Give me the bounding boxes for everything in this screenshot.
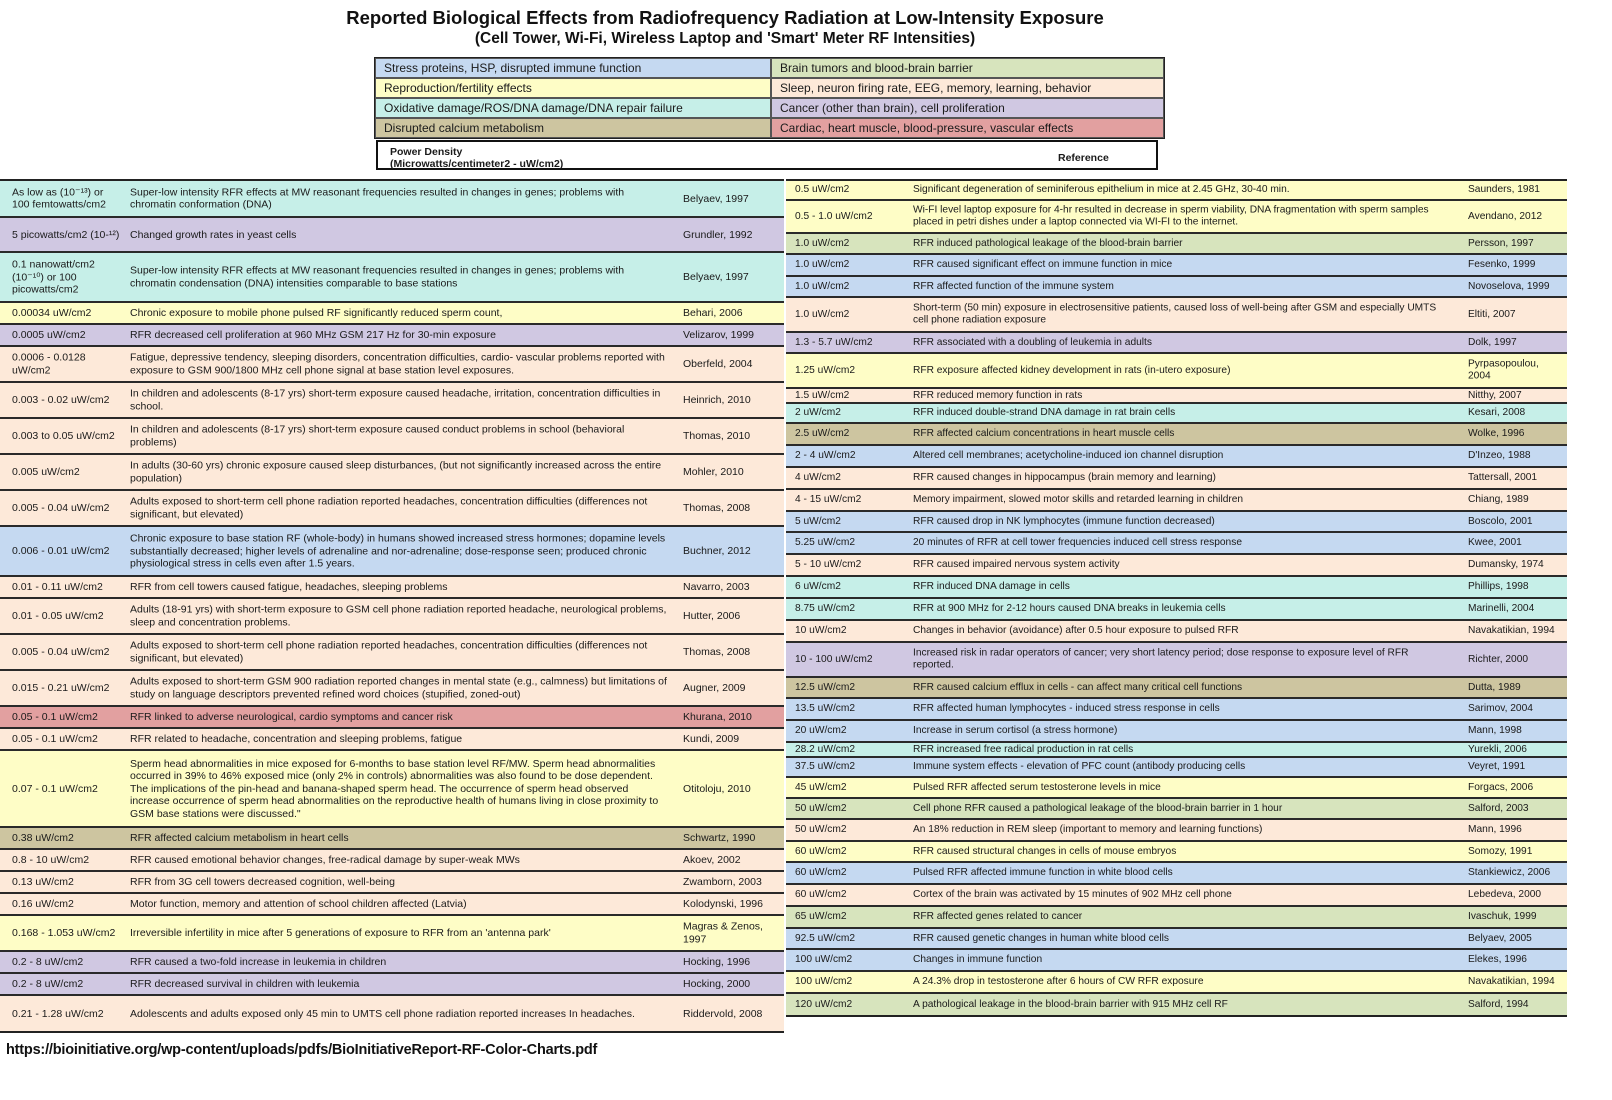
reference: Hocking, 1996 [683,955,751,968]
table-row [0,974,784,996]
table-row [0,253,784,303]
effect-description: Adults exposed to short-term cell phone radiation reported headaches, concentration difficulties (differences not significant, but elevated) [130,639,648,664]
legend-item: Disrupted calcium metabolism [375,118,771,138]
table-row [786,972,1567,994]
reference: Navakatikian, 1994 [1468,975,1555,987]
table-row [0,894,784,916]
table-row [0,325,784,347]
effect-description: Increase in serum cortisol (a stress hormone) [913,724,1118,736]
reference: Stankiewicz, 2006 [1468,866,1551,878]
effect-description: In children and adolescents (8-17 yrs) short-term exposure caused headache, irritation, concentration difficulties in school. [130,387,661,412]
effect-description: 20 minutes of RFR at cell tower frequencies induced cell stress response [913,536,1242,548]
table-row [786,389,1567,404]
table-row [786,678,1567,699]
effect-description: RFR from 3G cell towers decreased cognition, well-being [130,875,395,888]
power-density: 0.003 - 0.02 uW/cm2 [12,393,110,406]
reference: Otitoloju, 2010 [683,782,751,795]
table-row [786,778,1567,799]
power-density: 60 uW/cm2 [795,866,847,878]
effect-description: Adults (18-91 yrs) with short-term exposure to GSM cell phone radiation reported headache, neurological problems, sleep and concentration problems. [130,603,667,628]
effect-description: Cell phone RFR caused a pathological leakage of the blood-brain barrier in 1 hour [913,802,1283,814]
reference: Hocking, 2000 [683,977,751,990]
effect-description: Short-term (50 min) exposure in electrosensitive patients, caused loss of well-being after GSM and especially UMTS cell phone radiation exposure [913,302,1437,326]
effect-description: RFR affected human lymphocytes - induced stress response in cells [913,702,1220,714]
power-density: 0.00034 uW/cm2 [12,306,92,319]
reference: Saunders, 1981 [1468,183,1540,195]
power-density: 0.01 - 0.05 uW/cm2 [12,609,104,622]
power-density: 0.8 - 10 uW/cm2 [12,853,90,866]
reference: Chiang, 1989 [1468,493,1529,505]
table-row [0,577,784,599]
power-density: 2 - 4 uW/cm2 [795,449,856,461]
power-density: 0.005 - 0.04 uW/cm2 [12,501,110,514]
source-url[interactable]: https://bioinitiative.org/wp-content/uploads/pdfs/BioInitiativeReport-RF-Color-Charts.pdf [6,1042,598,1058]
reference: Kesari, 2008 [1468,406,1526,418]
power-density: 1.0 uW/cm2 [795,258,850,270]
reference: Belyaev, 1997 [683,192,749,205]
power-density: As low as (10⁻¹³) or 100 femtowatts/cm2 [12,186,106,211]
power-density: 5 - 10 uW/cm2 [795,558,862,570]
effect-description: Super-low intensity RFR effects at MW reasonant frequencies resulted in changes in genes; problems with chromatin conformation (DNA) [130,186,625,211]
power-density: 0.003 to 0.05 uW/cm2 [12,429,115,442]
effect-description: Cortex of the brain was activated by 15 minutes of 902 MHz cell phone [913,888,1232,900]
reference: Sarimov, 2004 [1468,702,1533,714]
legend-item: Oxidative damage/ROS/DNA damage/DNA repair failure [375,98,771,118]
power-density: 60 uW/cm2 [795,888,847,900]
effect-description: Adults exposed to short-term cell phone radiation reported headaches, concentration difficulties (differences not significant, but elevated) [130,495,648,520]
power-density: 1.5 uW/cm2 [795,389,850,401]
table-row [0,303,784,325]
effect-description: RFR affected function of the immune system [913,280,1114,292]
power-density: 0.015 - 0.21 uW/cm2 [12,681,110,694]
reference: Belyaev, 1997 [683,270,749,283]
reference: Persson, 1997 [1468,237,1534,249]
effect-description: Changed growth rates in yeast cells [130,228,297,241]
reference: Thomas, 2010 [683,429,751,442]
effect-description: Increased risk in radar operators of cancer; very short latency period; dose response to exposure level of RFR reported. [913,647,1409,671]
reference: Yurekli, 2006 [1468,743,1527,755]
table-row [0,527,784,577]
table-row [786,490,1567,512]
table-row [0,347,784,383]
table-row [0,599,784,635]
table-row [786,277,1567,298]
left-effects-table [0,179,784,1033]
reference: Riddervold, 2008 [683,1007,763,1020]
reference: Schwartz, 1990 [683,831,756,844]
legend-item: Brain tumors and blood-brain barrier [771,58,1164,78]
power-density: 0.38 uW/cm2 [12,831,74,844]
power-density: 12.5 uW/cm2 [795,681,856,693]
effect-description: RFR caused structural changes in cells of mouse embryos [913,845,1177,857]
table-row [786,255,1567,277]
power-density: 0.05 - 0.1 uW/cm2 [12,732,98,745]
effect-description: RFR caused impaired nervous system activity [913,558,1120,570]
effect-description: Changes in behavior (avoidance) after 0.5 hour exposure to pulsed RFR [913,624,1239,636]
reference: Dumansky, 1974 [1468,558,1544,570]
reference: D'Inzeo, 1988 [1468,449,1531,461]
reference: Novoselova, 1999 [1468,280,1550,292]
power-density: 0.07 - 0.1 uW/cm2 [12,782,98,795]
effect-description: RFR associated with a doubling of leukemia in adults [913,336,1152,348]
effect-description: Chronic exposure to mobile phone pulsed RF significantly reduced sperm count, [130,306,503,319]
table-row [786,643,1567,678]
reference: Mann, 1996 [1468,823,1522,835]
reference: Behari, 2006 [683,306,743,319]
reference: Magras & Zenos, 1997 [683,920,763,945]
table-row [786,599,1567,621]
power-density: 5.25 uW/cm2 [795,536,856,548]
power-density: 5 picowatts/cm2 (10-¹²) [12,228,120,241]
column-header [376,140,1158,170]
table-row [786,181,1567,201]
table-row [786,950,1567,972]
table-row [786,863,1567,885]
power-density: 0.2 - 8 uW/cm2 [12,955,84,968]
effect-description: RFR related to headache, concentration and sleeping problems, fatigue [130,732,463,745]
table-row [0,828,784,850]
power-density: 1.0 uW/cm2 [795,280,850,292]
reference: Kwee, 2001 [1468,536,1522,548]
reference: Eltiti, 2007 [1468,308,1516,320]
power-density-header-line1: Power Density [390,146,463,158]
power-density: 2.5 uW/cm2 [795,427,850,439]
table-row [786,512,1567,533]
reference: Boscolo, 2001 [1468,515,1533,527]
power-density: 0.5 uW/cm2 [795,183,850,195]
power-density: 0.005 uW/cm2 [12,465,80,478]
table-row [786,424,1567,446]
reference: Avendano, 2012 [1468,210,1543,222]
power-density: 92.5 uW/cm2 [795,932,856,944]
effect-description: Pulsed RFR affected immune function in white blood cells [913,866,1173,878]
table-row [786,721,1567,743]
table-row [786,758,1567,778]
power-density: 4 uW/cm2 [795,471,841,483]
page-subtitle: (Cell Tower, Wi-Fi, Wireless Laptop and 'Smart' Meter RF Intensities) [474,30,976,47]
table-row [786,799,1567,820]
table-row [0,996,784,1031]
table-row [0,751,784,828]
effect-description: In adults (30-60 yrs) chronic exposure caused sleep disturbances, (but not significantly increased across the entire population) [130,459,662,484]
reference: Heinrich, 2010 [683,393,751,406]
table-row [0,181,784,218]
effect-description: Immune system effects - elevation of PFC count (antibody producing cells [913,760,1246,772]
effect-description: Fatigue, depressive tendency, sleeping disorders, concentration difficulties, cardio- vascular problems reported with exposure to GSM 900/1800 MHz cell phone signal at base station level exposures. [130,351,665,376]
reference: Salford, 1994 [1468,998,1529,1010]
power-density: 0.005 - 0.04 uW/cm2 [12,645,110,658]
reference: Wolke, 1996 [1468,427,1525,439]
power-density: 120 uW/cm2 [795,998,853,1010]
table-row [0,707,784,729]
reference: Buchner, 2012 [683,544,751,557]
reference: Elekes, 1996 [1468,953,1527,965]
effect-description: RFR caused changes in hippocampus (brain memory and learning) [913,471,1216,483]
reference: Navarro, 2003 [683,580,750,593]
reference: Phillips, 1998 [1468,580,1529,592]
power-density-header-line2: (Microwatts/centimeter2 - uW/cm2) [390,158,564,170]
table-row [786,446,1567,468]
table-row [786,577,1567,599]
power-density: 65 uW/cm2 [795,910,847,922]
power-density: 13.5 uW/cm2 [795,702,856,714]
legend-item: Stress proteins, HSP, disrupted immune function [375,58,771,78]
reference: Grundler, 1992 [683,228,753,241]
table-row [786,201,1567,234]
effect-description: An 18% reduction in REM sleep (important to memory and learning functions) [913,823,1263,835]
reference: Kolodynski, 1996 [683,897,763,910]
power-density: 100 uW/cm2 [795,975,853,987]
power-density: 1.0 uW/cm2 [795,308,850,320]
table-row [786,699,1567,721]
effect-description: A pathological leakage in the blood-brain barrier with 915 MHz cell RF [913,998,1228,1010]
effect-description: RFR caused emotional behavior changes, free-radical damage by super-weak MWs [130,853,520,866]
effect-description: RFR caused drop in NK lymphocytes (immune function decreased) [913,515,1215,527]
table-row [786,555,1567,577]
effect-description: RFR caused calcium efflux in cells - can affect many critical cell functions [913,681,1243,693]
table-row [786,994,1567,1015]
legend-item: Cancer (other than brain), cell proliferation [771,98,1164,118]
reference: Somozy, 1991 [1468,845,1533,857]
table-row [786,533,1567,555]
reference: Akoev, 2002 [683,853,741,866]
effect-description: RFR affected genes related to cancer [913,910,1083,922]
reference: Velizarov, 1999 [683,328,755,341]
reference: Lebedeva, 2000 [1468,888,1542,900]
power-density: 2 uW/cm2 [795,406,841,418]
reference: Richter, 2000 [1468,653,1529,665]
table-row [786,929,1567,950]
effect-description: In children and adolescents (8-17 yrs) short-term exposure caused conduct problems in school (behavioral problems) [130,423,625,448]
effect-description: RFR affected calcium metabolism in heart cells [130,831,349,844]
power-density: 1.0 uW/cm2 [795,237,850,249]
reference: Fesenko, 1999 [1468,258,1536,270]
effect-description: RFR at 900 MHz for 2-12 hours caused DNA breaks in leukemia cells [913,602,1226,614]
power-density: 1.25 uW/cm2 [795,364,856,376]
effect-description: Super-low intensity RFR effects at MW reasonant frequencies resulted in changes in genes; problems with chromatin condensation (DNA) intensities comparable to base stations [130,264,625,289]
table-row [786,743,1567,758]
power-density: 0.16 uW/cm2 [12,897,74,910]
power-density: 0.13 uW/cm2 [12,875,74,888]
effect-description: RFR induced pathological leakage of the blood-brain barrier [913,237,1183,249]
reference: Mohler, 2010 [683,465,744,478]
effect-description: Chronic exposure to base station RF (whole-body) in humans showed increased stress hormones; dopamine levels substantially decreased; higher levels of adrenaline and nor-adrenaline; dose-response seen; produced chronic physiological stress in cells even after 1.5 years. [130,532,666,570]
legend-item: Cardiac, heart muscle, blood-pressure, vascular effects [771,118,1164,138]
table-row [0,952,784,974]
power-density: 100 uW/cm2 [795,953,853,965]
power-density: 0.21 - 1.28 uW/cm2 [12,1007,104,1020]
reference: Navakatikian, 1994 [1468,624,1555,636]
table-row [786,298,1567,333]
power-density: 50 uW/cm2 [795,802,847,814]
reference: Oberfeld, 2004 [683,357,753,370]
power-density: 0.006 - 0.01 uW/cm2 [12,544,110,557]
table-row [786,354,1567,389]
effect-description: RFR linked to adverse neurological, cardio symptoms and cancer risk [130,710,453,723]
power-density: 0.2 - 8 uW/cm2 [12,977,84,990]
power-density: 50 uW/cm2 [795,823,847,835]
effect-description: RFR exposure affected kidney development in rats (in-utero exposure) [913,364,1231,376]
reference: Thomas, 2008 [683,645,751,658]
legend-item: Reproduction/fertility effects [375,78,771,98]
effect-description: RFR caused genetic changes in human white blood cells [913,932,1169,944]
legend-item: Sleep, neuron firing rate, EEG, memory, learning, behavior [771,78,1164,98]
reference: Dolk, 1997 [1468,336,1517,348]
effect-description: RFR from cell towers caused fatigue, headaches, sleeping problems [130,580,448,593]
reference: Marinelli, 2004 [1468,602,1535,614]
effect-description: RFR decreased survival in children with leukemia [130,977,360,990]
power-density-header [390,146,563,170]
reference: Ivaschuk, 1999 [1468,910,1537,922]
page-title: Reported Biological Effects from Radiofrequency Radiation at Low-Intensity Exposure [346,7,1104,28]
reference: Belyaev, 2005 [1468,932,1532,944]
table-row [0,455,784,491]
effect-description: Adults exposed to short-term GSM 900 radiation reported changes in mental state (e.g., calmness) but limitations of study on language descriptors prevented refined word choices (stupified, zoned-out) [130,675,667,700]
effect-description: RFR increased free radical production in rat cells [913,743,1134,755]
power-density: 37.5 uW/cm2 [795,760,856,772]
effect-description: Memory impairment, slowed motor skills and retarded learning in children [913,493,1244,505]
table-row [0,671,784,707]
table-row [0,872,784,894]
table-row [786,234,1567,255]
effect-description: RFR decreased cell proliferation at 960 MHz GSM 217 Hz for 30-min exposure [130,328,496,341]
reference: Augner, 2009 [683,681,746,694]
power-density: 0.0005 uW/cm2 [12,328,86,341]
power-density: 0.168 - 1.053 uW/cm2 [12,926,116,939]
right-effects-table [786,179,1567,1017]
power-density: 45 uW/cm2 [795,781,847,793]
power-density: 4 - 15 uW/cm2 [795,493,862,505]
effect-description: RFR induced double-strand DNA damage in rat brain cells [913,406,1176,418]
power-density: 10 - 100 uW/cm2 [795,653,873,665]
power-density: 8.75 uW/cm2 [795,602,856,614]
table-row [0,419,784,455]
reference: Kundi, 2009 [683,732,740,745]
power-density: 0.01 - 0.11 uW/cm2 [12,580,103,593]
reference: Thomas, 2008 [683,501,751,514]
power-density: 6 uW/cm2 [795,580,841,592]
category-legend [374,57,1165,139]
effect-description: RFR caused significant effect on immune function in mice [913,258,1173,270]
effect-description: Altered cell membranes; acetycholine-induced ion channel disruption [913,449,1224,461]
table-row [0,218,784,253]
effect-description: Changes in immune function [913,953,1043,965]
table-row [786,842,1567,863]
effect-description: RFR affected calcium concentrations in heart muscle cells [913,427,1175,439]
table-row [786,907,1567,929]
power-density: 0.5 - 1.0 uW/cm2 [795,210,873,222]
table-row [786,468,1567,490]
power-density: 20 uW/cm2 [795,724,847,736]
effect-description: RFR induced DNA damage in cells [913,580,1070,592]
reference: Pyrpasopoulou, 2004 [1468,358,1539,382]
power-density: 0.1 nanowatt/cm2 (10⁻¹⁰) or 100 picowatts/cm2 [12,258,95,296]
power-density: 0.05 - 0.1 uW/cm2 [12,710,98,723]
effect-description: Motor function, memory and attention of school children affected (Latvia) [130,897,467,910]
effect-description: Wi-FI level laptop exposure for 4-hr resulted in decrease in sperm viability, DNA fragmentation with sperm samples placed in petri dishes under a laptop connected via WI-FI to the internet. [913,204,1429,228]
table-row [0,491,784,527]
reference-header: Reference [1058,152,1109,164]
table-row [0,916,784,952]
table-row [0,729,784,751]
table-row [786,333,1567,354]
reference: Dutta, 1989 [1468,681,1521,693]
effect-description: Adolescents and adults exposed only 45 min to UMTS cell phone radiation reported increases In headaches. [130,1007,635,1020]
reference: Zwamborn, 2003 [683,875,762,888]
effect-description: Irreversible infertility in mice after 5 generations of exposure to RFR from an 'antenna park' [130,926,551,939]
reference: Khurana, 2010 [683,710,752,723]
power-density: 10 uW/cm2 [795,624,847,636]
power-density: 28.2 uW/cm2 [795,743,856,755]
reference: Veyret, 1991 [1468,760,1526,772]
table-row [0,635,784,671]
effect-description: Sperm head abnormalities in mice exposed for 6-months to base station level RF/MW. Sperm head abnormalities occurred in 39% to 46% exposed mice (only 2% in controls) abnormalities was also found to be dose dependent. The implications of the pin-head and banana-shaped sperm head. The occurrence of sperm head observed increase occurrence of sperm head abnormalities on the reproductive health of humans living in close proximity to GSM base stations were discussed." [130,757,659,820]
effect-description: A 24.3% drop in testosterone after 6 hours of CW RFR exposure [913,975,1204,987]
reference: Forgacs, 2006 [1468,781,1534,793]
reference: Tattersall, 2001 [1468,471,1538,483]
power-density: 60 uW/cm2 [795,845,847,857]
power-density: 5 uW/cm2 [795,515,841,527]
power-density: 1.3 - 5.7 uW/cm2 [795,336,873,348]
table-row [0,850,784,872]
effect-description: Pulsed RFR affected serum testosterone levels in mice [913,781,1161,793]
reference: Salford, 2003 [1468,802,1529,814]
reference: Mann, 1998 [1468,724,1522,736]
table-row [0,383,784,419]
reference: Nitthy, 2007 [1468,389,1522,401]
effect-description: RFR caused a two-fold increase in leukemia in children [130,955,387,968]
effect-description: RFR reduced memory function in rats [913,389,1083,401]
reference: Hutter, 2006 [683,609,741,622]
table-row [786,820,1567,842]
power-density: 0.0006 - 0.0128 uW/cm2 [12,351,86,376]
table-row [786,621,1567,643]
table-row [786,404,1567,424]
effect-description: Significant degeneration of seminiferous epithelium in mice at 2.45 GHz, 30-40 min. [913,183,1290,195]
table-row [786,885,1567,907]
